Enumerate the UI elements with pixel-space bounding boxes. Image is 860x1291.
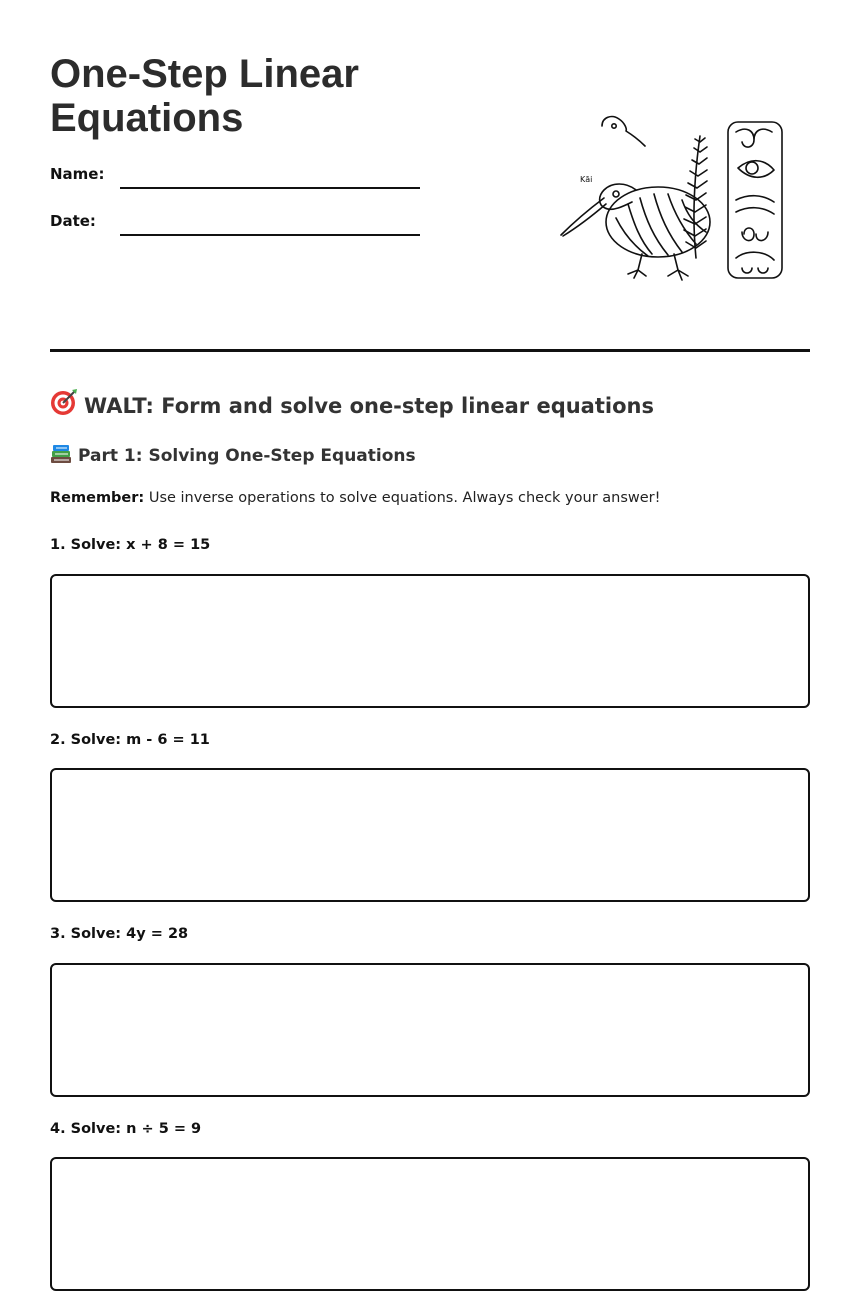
question-3-label: 3. Solve: 4y = 28 <box>50 926 189 942</box>
question-4-label: 4. Solve: n ÷ 5 = 9 <box>50 1121 202 1137</box>
remember-text: Use inverse operations to solve equations. Always check your answer! <box>144 490 661 506</box>
question-1-label: 1. Solve: x + 8 = 15 <box>50 537 211 553</box>
answer-box-4[interactable] <box>50 1157 810 1291</box>
books-icon <box>50 444 72 464</box>
question-2-label: 2. Solve: m - 6 = 11 <box>50 732 210 748</box>
walt-heading <box>50 388 654 418</box>
answer-box-2[interactable] <box>50 768 810 902</box>
header-divider <box>50 349 810 352</box>
page-title: One-Step Linear Equations <box>50 52 359 140</box>
target-icon <box>50 388 78 416</box>
remember-label: Remember: <box>50 490 145 506</box>
part1-heading-text: Part 1: Solving One-Step Equations <box>78 446 416 466</box>
answer-box-1[interactable] <box>50 574 810 708</box>
kiwi-fern-carving-icon <box>556 108 788 290</box>
illustration-caption: Kāi <box>580 175 593 184</box>
answer-box-3[interactable] <box>50 963 810 1097</box>
part1-heading <box>50 444 416 466</box>
date-field[interactable] <box>120 234 420 236</box>
remember-note <box>50 490 660 506</box>
name-field[interactable] <box>120 187 420 189</box>
name-label: Name: <box>50 165 105 183</box>
walt-text: WALT: Form and solve one-step linear equations <box>84 394 654 418</box>
date-label: Date: <box>50 212 96 230</box>
